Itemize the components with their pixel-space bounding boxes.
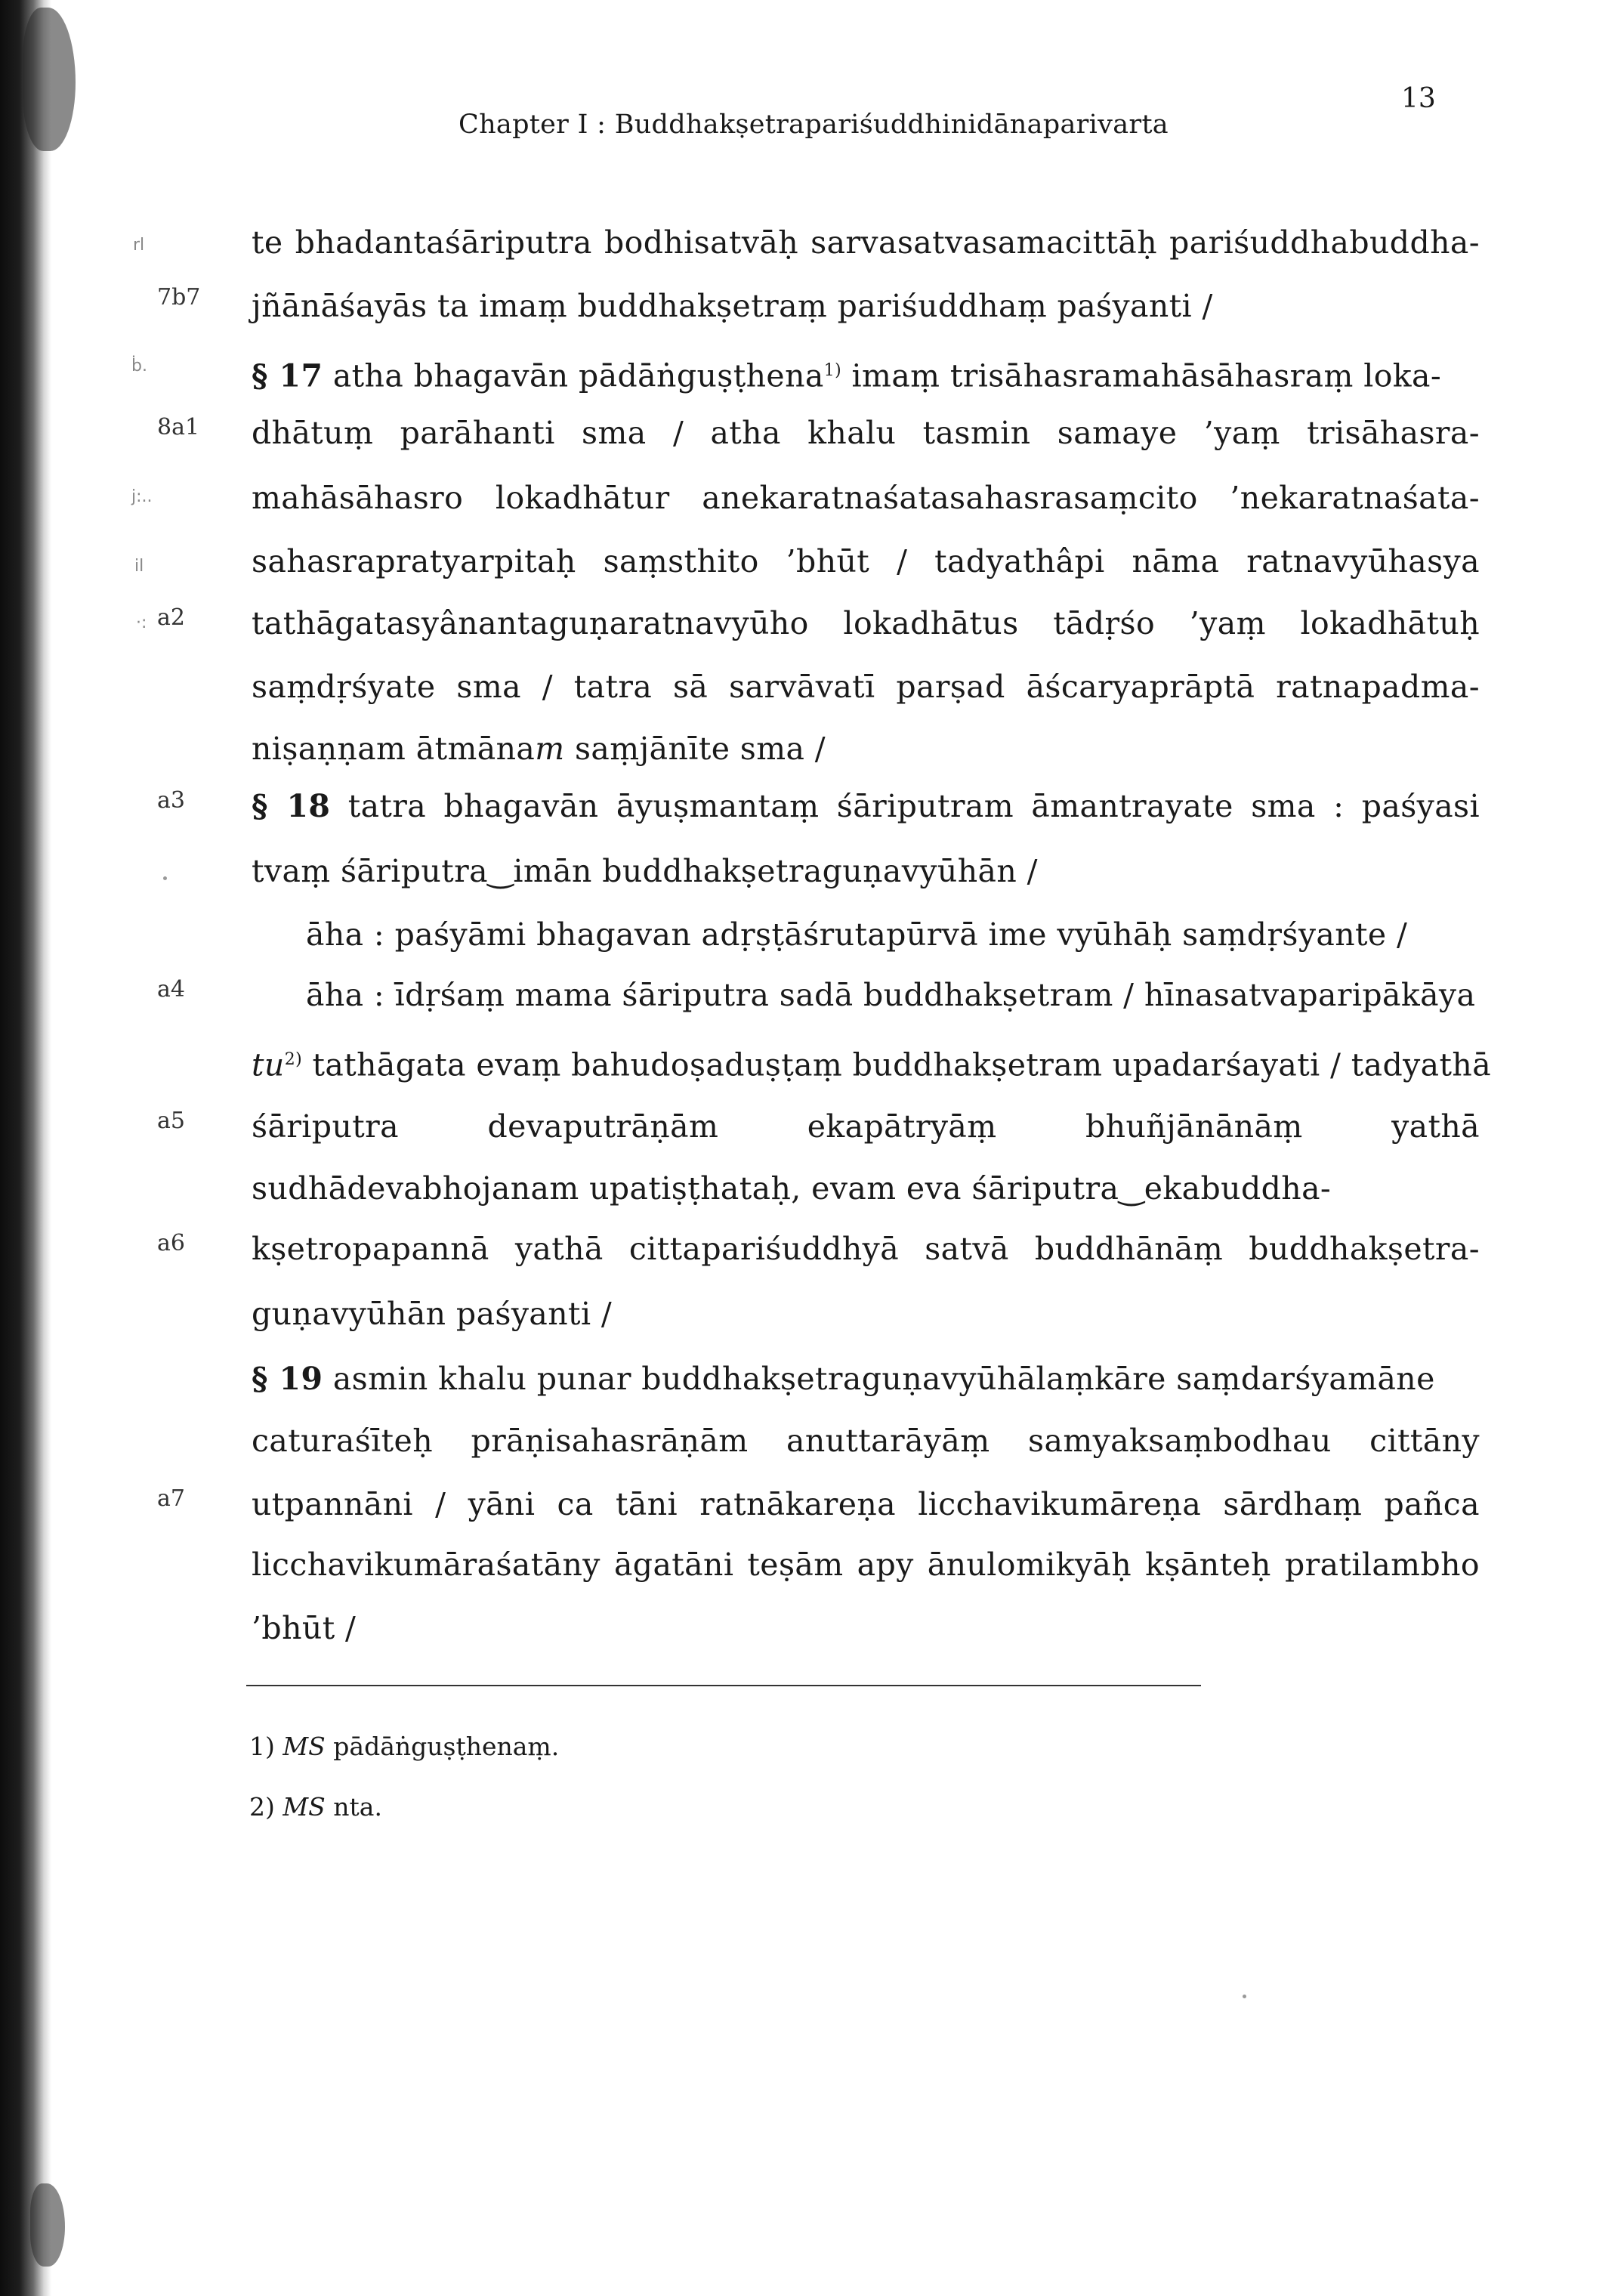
- italic-fragment: tu: [252, 1046, 285, 1083]
- footnote-marker: 2): [249, 1792, 275, 1822]
- line-text: saṃdṛśyate sma / tatra sā sarvāvatī parṣad āścaryaprāptā ratnapadma-: [252, 669, 1480, 705]
- line-text: niṣaṇṇam ātmāna: [252, 731, 536, 767]
- scan-speck: [163, 876, 167, 880]
- scan-artifact: rl: [133, 236, 145, 255]
- body-line: [252, 916, 1534, 953]
- margin-marker: a6: [157, 1230, 185, 1256]
- scan-artifact: il: [134, 557, 144, 576]
- line-text: dhātuṃ parāhanti sma / atha khalu tasmin samaye ’yaṃ trisāhasra-: [252, 415, 1480, 451]
- line-text: atha bhagavān pādāṅguṣṭhena: [332, 357, 824, 394]
- body-line: [252, 1170, 1480, 1207]
- binding-shadow: [0, 0, 51, 2296]
- page-number: 13: [1401, 83, 1436, 114]
- link-mark: ‿: [487, 853, 514, 889]
- margin-marker: 8a1: [157, 414, 200, 440]
- body-line: [252, 224, 1480, 261]
- body-line: [252, 1041, 1492, 1084]
- body-line: [252, 479, 1480, 517]
- link-mark: ‿: [1119, 1170, 1144, 1207]
- binding-blob: [30, 2183, 65, 2267]
- line-text: te bhadantaśāriputra bodhisatvāḥ sarvasatvasamacittāḥ pariśuddhabuddha-: [252, 224, 1480, 261]
- body-line: [252, 1609, 1480, 1647]
- body-line: [252, 604, 1480, 642]
- line-text: tatra bhagavān āyuṣmantaṃ śāriputram āmantrayate sma : paśyasi: [347, 788, 1480, 824]
- margin-marker: a3: [157, 787, 185, 814]
- running-header: Chapter I : Buddhakṣetrapariśuddhinidānaparivarta: [458, 110, 1169, 140]
- footnote-sigla: MS: [283, 1792, 326, 1822]
- footnote: [249, 1792, 382, 1822]
- line-text: caturaśīteḥ prāṇisahasrāṇām anuttarāyāṃ samyaksaṃbodhau cittāny: [252, 1423, 1480, 1459]
- line-text: imaṃ trisāhasramahāsāhasraṃ loka-: [851, 357, 1442, 394]
- footnote-ref: 1): [823, 361, 842, 380]
- margin-marker: 7b7: [157, 284, 201, 311]
- footnote-rule: [246, 1685, 1201, 1686]
- line-text: utpannāni / yāni ca tāni ratnākareṇa licchavikumāreṇa sārdhaṃ pañca: [252, 1486, 1480, 1522]
- body-line: [252, 730, 1480, 768]
- body-line: [252, 1295, 1480, 1333]
- line-text: licchavikumāraśatāny āgatāni teṣām apy ānulomikyāḥ kṣānteḥ pratilambho: [252, 1547, 1480, 1583]
- body-line: [252, 787, 1480, 825]
- margin-marker: a2: [157, 604, 185, 631]
- line-text: tvaṃ śāriputra: [252, 853, 488, 889]
- body-line: [252, 1108, 1480, 1145]
- margin-marker: a4: [157, 976, 185, 1003]
- body-line: [252, 1485, 1480, 1523]
- section-mark: § 17: [252, 357, 323, 394]
- body-line: [252, 352, 1480, 395]
- line-text: kṣetropapannā yathā cittapariśuddhyā satvā buddhānāṃ buddhakṣetra-: [252, 1231, 1480, 1267]
- line-text: sudhādevabhojanam upatiṣṭhataḥ, evam eva śāriputra: [252, 1170, 1119, 1207]
- line-text: ekabuddha-: [1144, 1170, 1332, 1207]
- margin-marker: a7: [157, 1485, 185, 1512]
- line-text: āha : īdṛśaṃ mama śāriputra sadā buddhakṣetram / hīnasatvaparipākāya: [306, 977, 1476, 1013]
- body-line: [252, 976, 1480, 1014]
- line-text: asmin khalu punar buddhakṣetraguṇavyūhālaṃkāre saṃdarśyamāne: [332, 1361, 1435, 1397]
- line-text: imān buddhakṣetraguṇavyūhān /: [513, 853, 1038, 889]
- line-text: āha : paśyāmi bhagavan adṛṣṭāśrutapūrvā ime vyūhāḥ saṃdṛśyante /: [306, 916, 1408, 953]
- line-text: śāriputra devaputrāṇām ekapātryāṃ bhuñjānānāṃ yathā: [252, 1108, 1480, 1145]
- footnote: [249, 1732, 559, 1761]
- line-text: sahasrapratyarpitaḥ saṃsthito ’bhūt / tadyathâpi nāma ratnavyūhasya: [252, 543, 1480, 579]
- body-line: [252, 1546, 1480, 1584]
- footnote-sigla: MS: [283, 1732, 326, 1761]
- footnote-text: pādāṅguṣṭhenaṃ.: [333, 1732, 560, 1761]
- line-text: saṃjānīte sma /: [574, 731, 826, 767]
- margin-marker: a5: [157, 1108, 185, 1134]
- section-mark: § 19: [252, 1361, 323, 1397]
- scan-artifact: j:..: [131, 487, 153, 506]
- scan-speck: [1243, 1995, 1246, 1998]
- italic-fragment: m: [535, 731, 565, 767]
- line-text: tathāgatasyânantaguṇaratnavyūho lokadhātus tādṛśo ’yaṃ lokadhātuḥ: [252, 605, 1480, 641]
- line-text: jñānāśayās ta imaṃ buddhakṣetraṃ pariśuddhaṃ paśyanti /: [252, 288, 1213, 324]
- footnote-ref: 2): [284, 1050, 303, 1069]
- footnote-marker: 1): [249, 1732, 275, 1761]
- body-line: [252, 1360, 1480, 1398]
- binding-blob: [23, 8, 76, 151]
- body-line: [252, 1230, 1480, 1268]
- body-line: [252, 668, 1480, 706]
- body-line: [252, 852, 1480, 890]
- section-mark: § 18: [252, 788, 331, 824]
- footnote-text: nta.: [333, 1792, 382, 1822]
- body-line: [252, 1422, 1480, 1460]
- body-line: [252, 414, 1480, 452]
- scan-artifact: ḃ.: [131, 357, 147, 375]
- line-text: mahāsāhasro lokadhātur anekaratnaśatasahasrasaṃcito ’nekaratnaśata-: [252, 480, 1480, 516]
- line-text: tathāgata evaṃ bahudoṣaduṣṭaṃ buddhakṣetram upadarśayati / tadyathā: [312, 1046, 1492, 1083]
- line-text: guṇavyūhān paśyanti /: [252, 1296, 613, 1332]
- scan-artifact: ·:: [136, 613, 147, 632]
- body-line: [252, 542, 1480, 580]
- body-line: [252, 287, 1480, 325]
- line-text: ’bhūt /: [252, 1610, 357, 1646]
